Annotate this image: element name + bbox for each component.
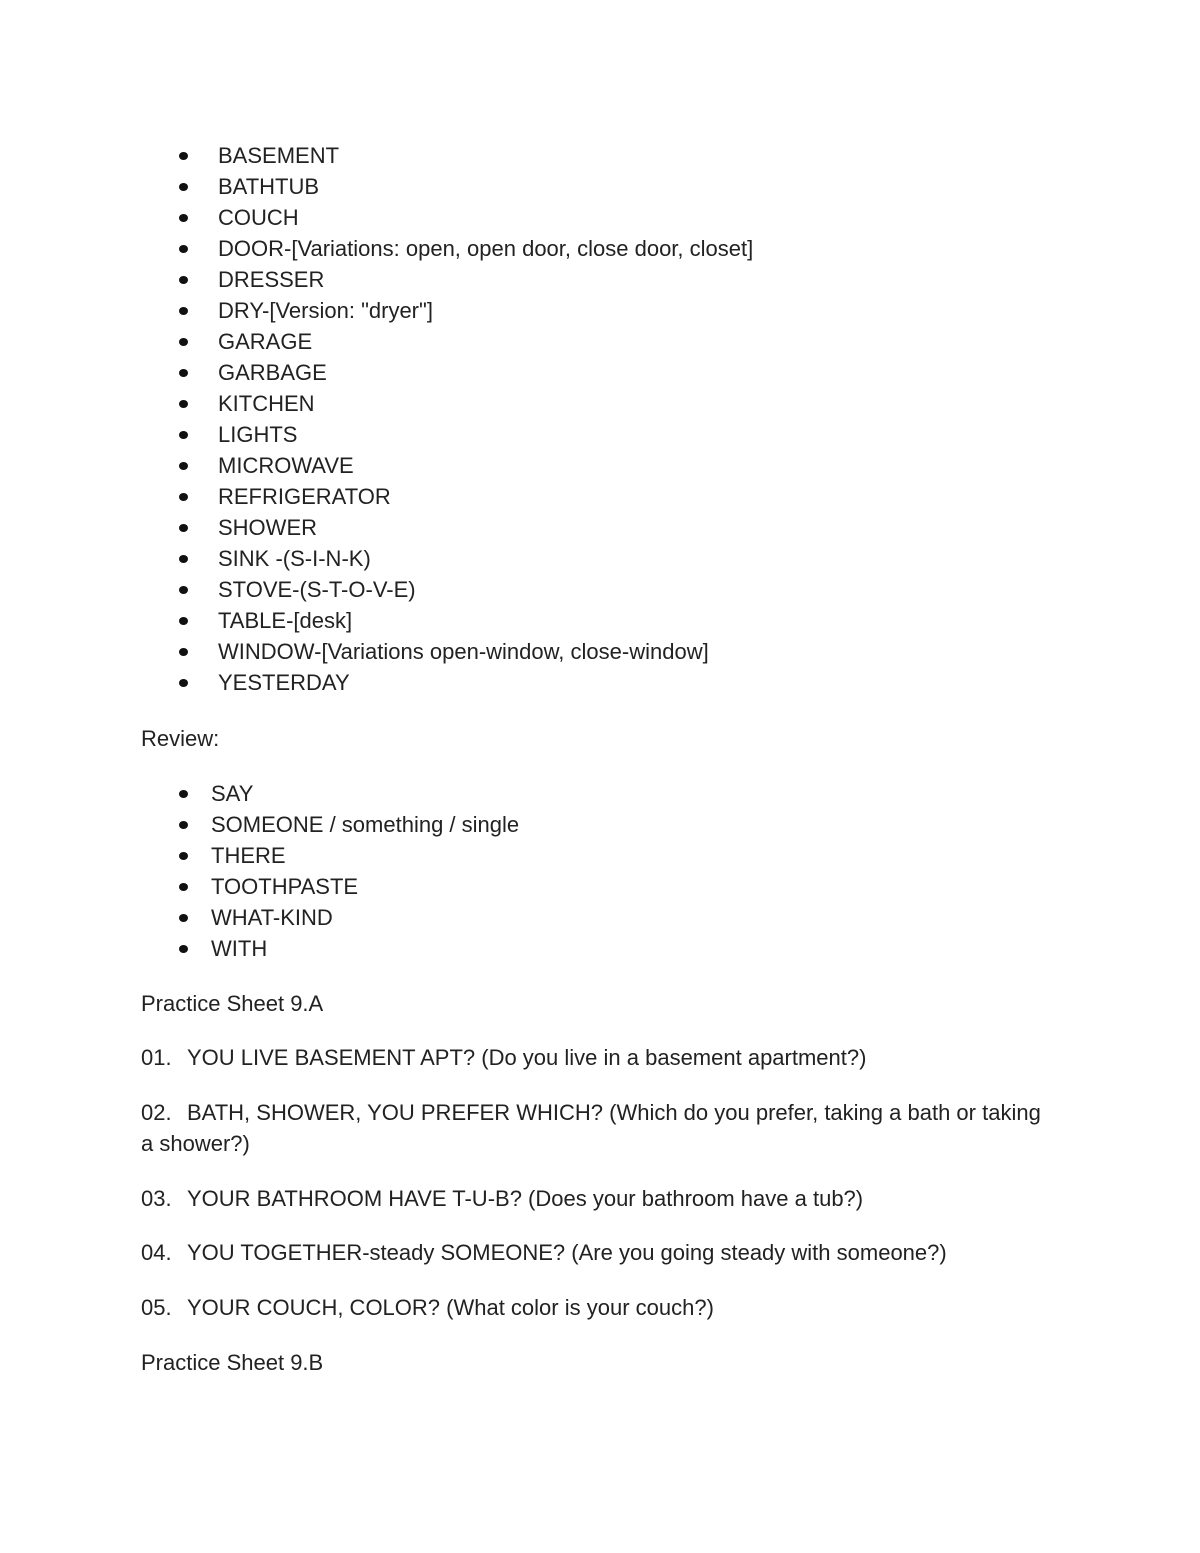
vocabulary-list bbox=[0, 140, 753, 698]
list-item-text: GARBAGE bbox=[218, 360, 327, 385]
bullet-icon bbox=[179, 152, 188, 160]
bullet-icon bbox=[179, 821, 188, 829]
question-text: YOU TOGETHER-steady SOMEONE? (Are you going steady with someone?) bbox=[187, 1240, 947, 1265]
question-number: 02. bbox=[141, 1100, 172, 1125]
bullet-icon bbox=[179, 852, 188, 860]
practice-sheet-a-title: Practice Sheet 9.A bbox=[141, 991, 324, 1016]
list-item bbox=[0, 512, 753, 543]
list-item bbox=[0, 140, 753, 171]
list-item bbox=[0, 543, 753, 574]
bullet-icon bbox=[179, 369, 188, 377]
list-item-text: BATHTUB bbox=[218, 174, 320, 199]
list-item-text: REFRIGERATOR bbox=[218, 484, 391, 509]
list-item-text: MICROWAVE bbox=[218, 453, 354, 478]
practice-question bbox=[141, 1292, 1051, 1323]
list-item bbox=[0, 481, 753, 512]
bullet-icon bbox=[179, 914, 188, 922]
list-item-text: WINDOW-[Variations open-window, close-window] bbox=[218, 639, 709, 664]
list-item-text: SINK -(S-I-N-K) bbox=[218, 546, 371, 571]
list-item bbox=[0, 171, 753, 202]
question-text: YOUR BATHROOM HAVE T-U-B? (Does your bathroom have a tub?) bbox=[187, 1186, 864, 1211]
list-item bbox=[0, 574, 753, 605]
list-item-text: SOMEONE / something / single bbox=[211, 812, 520, 837]
list-item-text: TABLE-[desk] bbox=[218, 608, 353, 633]
review-list bbox=[0, 778, 519, 964]
list-item-text: DOOR-[Variations: open, open door, close door, closet] bbox=[218, 236, 754, 261]
list-item bbox=[0, 809, 519, 840]
list-item bbox=[0, 450, 753, 481]
list-item-text: TOOTHPASTE bbox=[211, 874, 359, 899]
question-number: 05. bbox=[141, 1295, 172, 1320]
list-item bbox=[0, 202, 753, 233]
question-number: 03. bbox=[141, 1186, 172, 1211]
question-text: BATH, SHOWER, YOU PREFER WHICH? (Which do you prefer, taking a bath or taking a shower?) bbox=[141, 1100, 1041, 1156]
bullet-icon bbox=[179, 400, 188, 408]
bullet-icon bbox=[179, 338, 188, 346]
list-item-text: SAY bbox=[211, 781, 254, 806]
list-item-text: GARAGE bbox=[218, 329, 313, 354]
bullet-icon bbox=[179, 679, 188, 687]
list-item bbox=[0, 264, 753, 295]
list-item bbox=[0, 233, 753, 264]
practice-question bbox=[141, 1183, 1051, 1214]
list-item-text: STOVE-(S-T-O-V-E) bbox=[218, 577, 416, 602]
bullet-icon bbox=[179, 307, 188, 315]
list-item bbox=[0, 326, 753, 357]
bullet-icon bbox=[179, 790, 188, 798]
list-item bbox=[0, 667, 753, 698]
list-item bbox=[0, 902, 519, 933]
list-item-text: DRESSER bbox=[218, 267, 325, 292]
list-item-text: KITCHEN bbox=[218, 391, 315, 416]
bullet-icon bbox=[179, 462, 188, 470]
bullet-icon bbox=[179, 493, 188, 501]
list-item bbox=[0, 605, 753, 636]
list-item-text: THERE bbox=[211, 843, 286, 868]
list-item-text: LIGHTS bbox=[218, 422, 298, 447]
list-item-text: COUCH bbox=[218, 205, 299, 230]
bullet-icon bbox=[179, 214, 188, 222]
practice-sheet-b-title: Practice Sheet 9.B bbox=[141, 1350, 324, 1375]
bullet-icon bbox=[179, 431, 188, 439]
bullet-icon bbox=[179, 883, 188, 891]
list-item-text: SHOWER bbox=[218, 515, 317, 540]
list-item-text: WITH bbox=[211, 936, 268, 961]
list-item bbox=[0, 295, 753, 326]
bullet-icon bbox=[179, 617, 188, 625]
list-item bbox=[0, 636, 753, 667]
list-item bbox=[0, 357, 753, 388]
bullet-icon bbox=[179, 524, 188, 532]
bullet-icon bbox=[179, 183, 188, 191]
list-item bbox=[0, 933, 519, 964]
list-item bbox=[0, 388, 753, 419]
question-number: 04. bbox=[141, 1240, 172, 1265]
list-item-text: DRY-[Version: "dryer"] bbox=[218, 298, 433, 323]
question-number: 01. bbox=[141, 1045, 172, 1070]
bullet-icon bbox=[179, 555, 188, 563]
list-item-text: YESTERDAY bbox=[218, 670, 350, 695]
bullet-icon bbox=[179, 276, 188, 284]
question-text: YOU LIVE BASEMENT APT? (Do you live in a basement apartment?) bbox=[187, 1045, 867, 1070]
list-item bbox=[0, 778, 519, 809]
practice-question bbox=[141, 1042, 1051, 1073]
list-item bbox=[0, 840, 519, 871]
list-item-text: BASEMENT bbox=[218, 143, 340, 168]
bullet-icon bbox=[179, 245, 188, 253]
list-item-text: WHAT-KIND bbox=[211, 905, 333, 930]
list-item bbox=[0, 419, 753, 450]
list-item bbox=[0, 871, 519, 902]
practice-question bbox=[141, 1097, 1051, 1159]
bullet-icon bbox=[179, 945, 188, 953]
practice-question bbox=[141, 1237, 1051, 1268]
review-heading: Review: bbox=[141, 726, 220, 751]
bullet-icon bbox=[179, 648, 188, 656]
question-text: YOUR COUCH, COLOR? (What color is your couch?) bbox=[187, 1295, 714, 1320]
bullet-icon bbox=[179, 586, 188, 594]
